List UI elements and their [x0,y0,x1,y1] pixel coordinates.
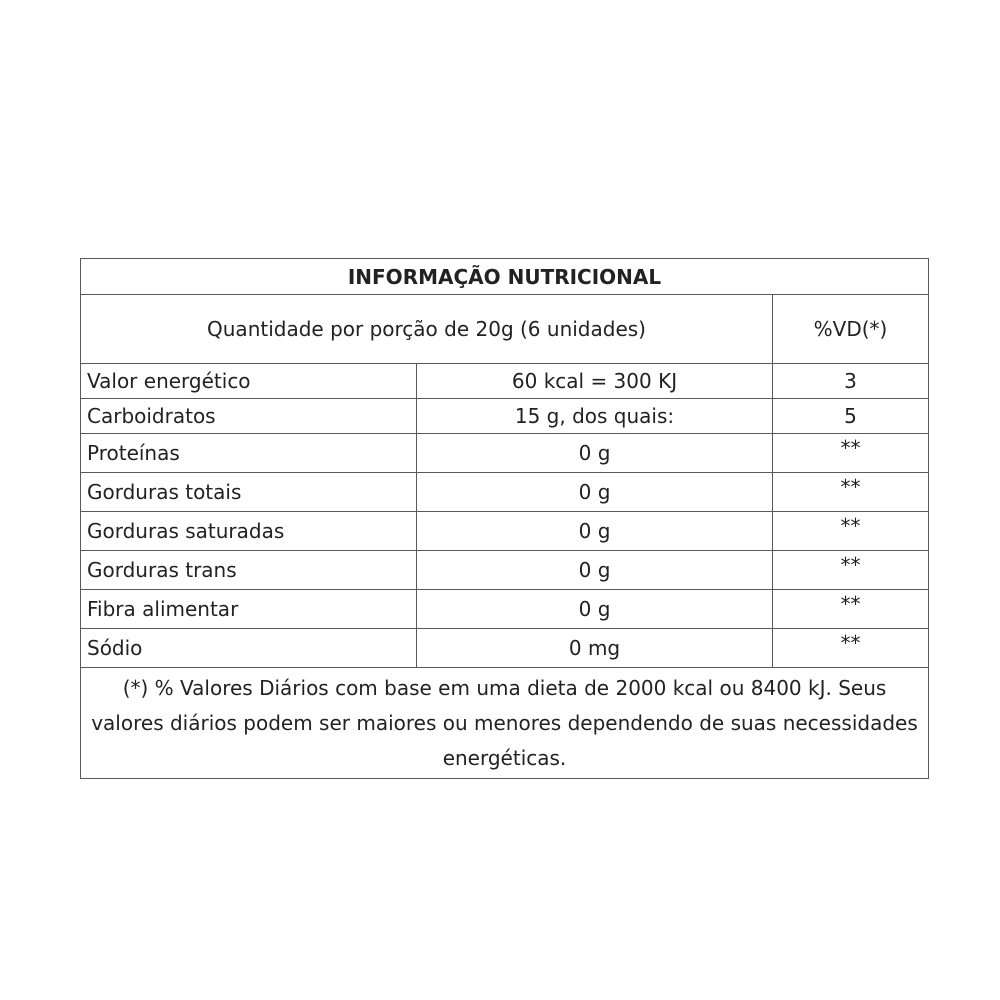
nutrient-daily-value: ** [773,590,929,629]
table-row [81,434,929,473]
nutrient-daily-value: ** [773,473,929,512]
nutrient-quantity: 0 g [417,473,773,512]
nutrient-daily-value: ** [773,551,929,590]
nutrient-name: Gorduras saturadas [81,512,417,551]
nutrient-name: Sódio [81,629,417,668]
table-row [81,512,929,551]
nutrient-daily-value: 3 [773,364,929,399]
nutrient-name: Valor energético [81,364,417,399]
nutrient-quantity: 15 g, dos quais: [417,399,773,434]
serving-size-header: Quantidade por porção de 20g (6 unidades) [81,295,773,364]
header-row [81,295,929,364]
table-row [81,590,929,629]
nutrition-facts-table [80,258,929,779]
nutrient-quantity: 0 g [417,590,773,629]
table-row [81,629,929,668]
footnote-row [81,668,929,779]
nutrient-daily-value: ** [773,629,929,668]
nutrient-quantity: 0 g [417,434,773,473]
nutrient-quantity: 0 g [417,512,773,551]
nutrient-name: Fibra alimentar [81,590,417,629]
table-row [81,551,929,590]
nutrient-quantity: 60 kcal = 300 KJ [417,364,773,399]
daily-value-header: %VD(*) [773,295,929,364]
table-row [81,473,929,512]
table-row [81,399,929,434]
nutrient-daily-value: ** [773,434,929,473]
nutrient-name: Gorduras trans [81,551,417,590]
nutrient-quantity: 0 g [417,551,773,590]
table-title: INFORMAÇÃO NUTRICIONAL [81,259,929,295]
title-row [81,259,929,295]
nutrient-name: Proteínas [81,434,417,473]
nutrient-daily-value: 5 [773,399,929,434]
nutrient-quantity: 0 mg [417,629,773,668]
nutrient-daily-value: ** [773,512,929,551]
nutrient-name: Carboidratos [81,399,417,434]
daily-value-footnote: (*) % Valores Diários com base em uma dieta de 2000 kcal ou 8400 kJ. Seus valores diários podem ser maiores ou menores dependendo de suas necessidades energéticas. [81,668,929,779]
table-row [81,364,929,399]
nutrient-name: Gorduras totais [81,473,417,512]
